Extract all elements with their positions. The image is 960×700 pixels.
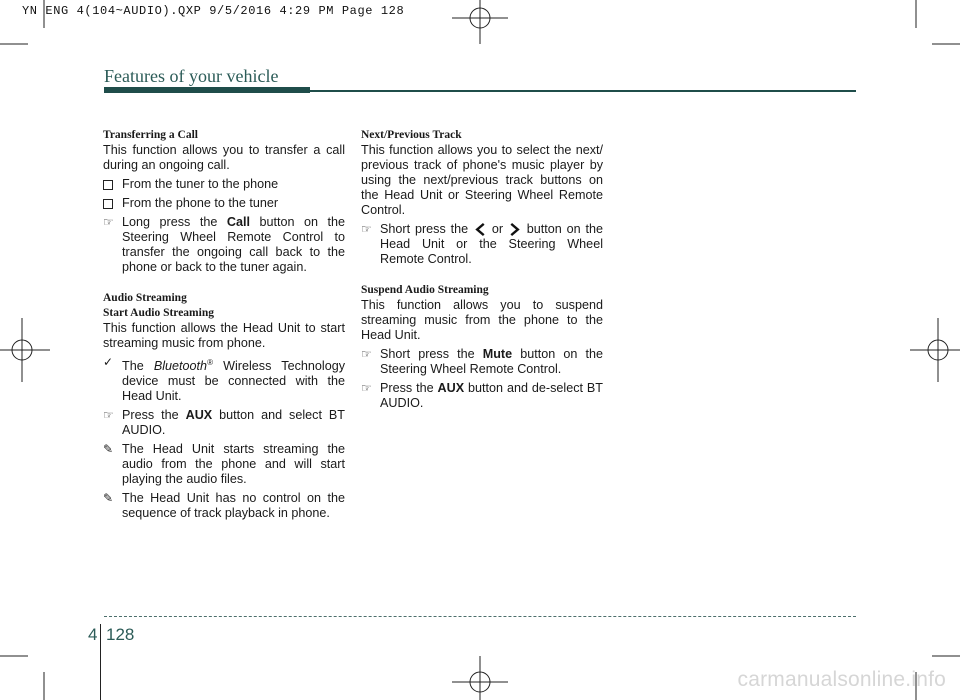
aux-key-label: AUX (437, 381, 465, 396)
right-column (361, 128, 603, 415)
option-tuner-to-phone: From the tuner to the phone (103, 177, 345, 192)
footer-divider (100, 624, 101, 700)
option-phone-to-tuner: From the phone to the tuner (103, 196, 345, 211)
chapter-number: 4 (88, 625, 98, 644)
bluetooth-requirement: ✓ The Bluetooth® Wireless Technology device must be connected with the Head Unit. (103, 355, 346, 404)
bluetooth-brand: Bluetooth (153, 359, 208, 374)
checkmark-icon: ✓ (103, 355, 114, 369)
note-streaming-start: ✎ The Head Unit starts streaming the audio from the phone and will start playing the audio files. (103, 442, 345, 487)
title-rule (310, 90, 856, 92)
pencil-note-icon: ✎ (103, 442, 114, 457)
suspend-intro: This function allows you to suspend streaming music from the phone to the Head Unit. (361, 298, 603, 343)
title-bar-accent (104, 87, 310, 93)
heading-start-audio-streaming: Start Audio Streaming (103, 307, 214, 319)
pencil-note-icon: ✎ (103, 491, 114, 506)
instruction-press-aux: ☞ Press the AUX button and select BT AUDIO. (103, 408, 345, 438)
print-slug: YN ENG 4(104~AUDIO).QXP 9/5/2016 4:29 PM Page 128 (22, 4, 405, 18)
instruction-long-press-call: ☞ Long press the Call button on the Steering Wheel Remote Control to transfer the ongoing call back to the phone or back to the tuner again. (103, 215, 345, 274)
mute-key-label: Mute (482, 347, 513, 362)
pointing-hand-icon: ☞ (103, 215, 114, 229)
section-title: Features of your vehicle (104, 66, 279, 86)
aux-key-label: AUX (185, 408, 213, 423)
chevron-left-icon (473, 222, 487, 237)
pointing-hand-icon: ☞ (361, 347, 372, 362)
checkbox-icon (103, 177, 118, 194)
left-column (103, 128, 345, 525)
footer-rule (104, 616, 856, 617)
page-number: 128 (106, 625, 135, 644)
watermark: carmanualsonline.info (737, 668, 946, 691)
start-intro: This function allows the Head Unit to start streaming music from phone. (103, 321, 345, 350)
transfer-intro: This function allows you to transfer a call during an ongoing call. (103, 143, 345, 172)
heading-transfer-call: Transferring a Call (103, 129, 198, 141)
note-no-control: ✎ The Head Unit has no control on the sequence of track playback in phone. (103, 491, 345, 521)
call-key-label: Call (226, 215, 250, 229)
pointing-hand-icon: ☞ (361, 222, 372, 236)
pointing-hand-icon: ☞ (103, 408, 114, 423)
heading-next-previous-track: Next/Previous Track (361, 129, 462, 141)
pointing-hand-icon: ☞ (361, 381, 372, 396)
track-intro: This function allows you to select the next/ previous track of phone's music player by using the next/previous track buttons on the Head Unit or Steering Wheel Remote Control. (361, 143, 603, 217)
instruction-aux-deselect: ☞ Press the AUX button and de-select BT AUDIO. (361, 381, 603, 411)
heading-suspend-audio-streaming: Suspend Audio Streaming (361, 284, 489, 297)
instruction-press-mute: ☞ Short press the Mute button on the Steering Wheel Remote Control. (361, 347, 604, 377)
heading-audio-streaming: Audio Streaming (103, 292, 187, 304)
instruction-short-press-arrows: ☞ Short press the or button on the Head Unit or the Steering Wheel Remote Control. (361, 222, 604, 267)
chevron-right-icon (508, 222, 522, 237)
checkbox-icon (103, 196, 118, 213)
